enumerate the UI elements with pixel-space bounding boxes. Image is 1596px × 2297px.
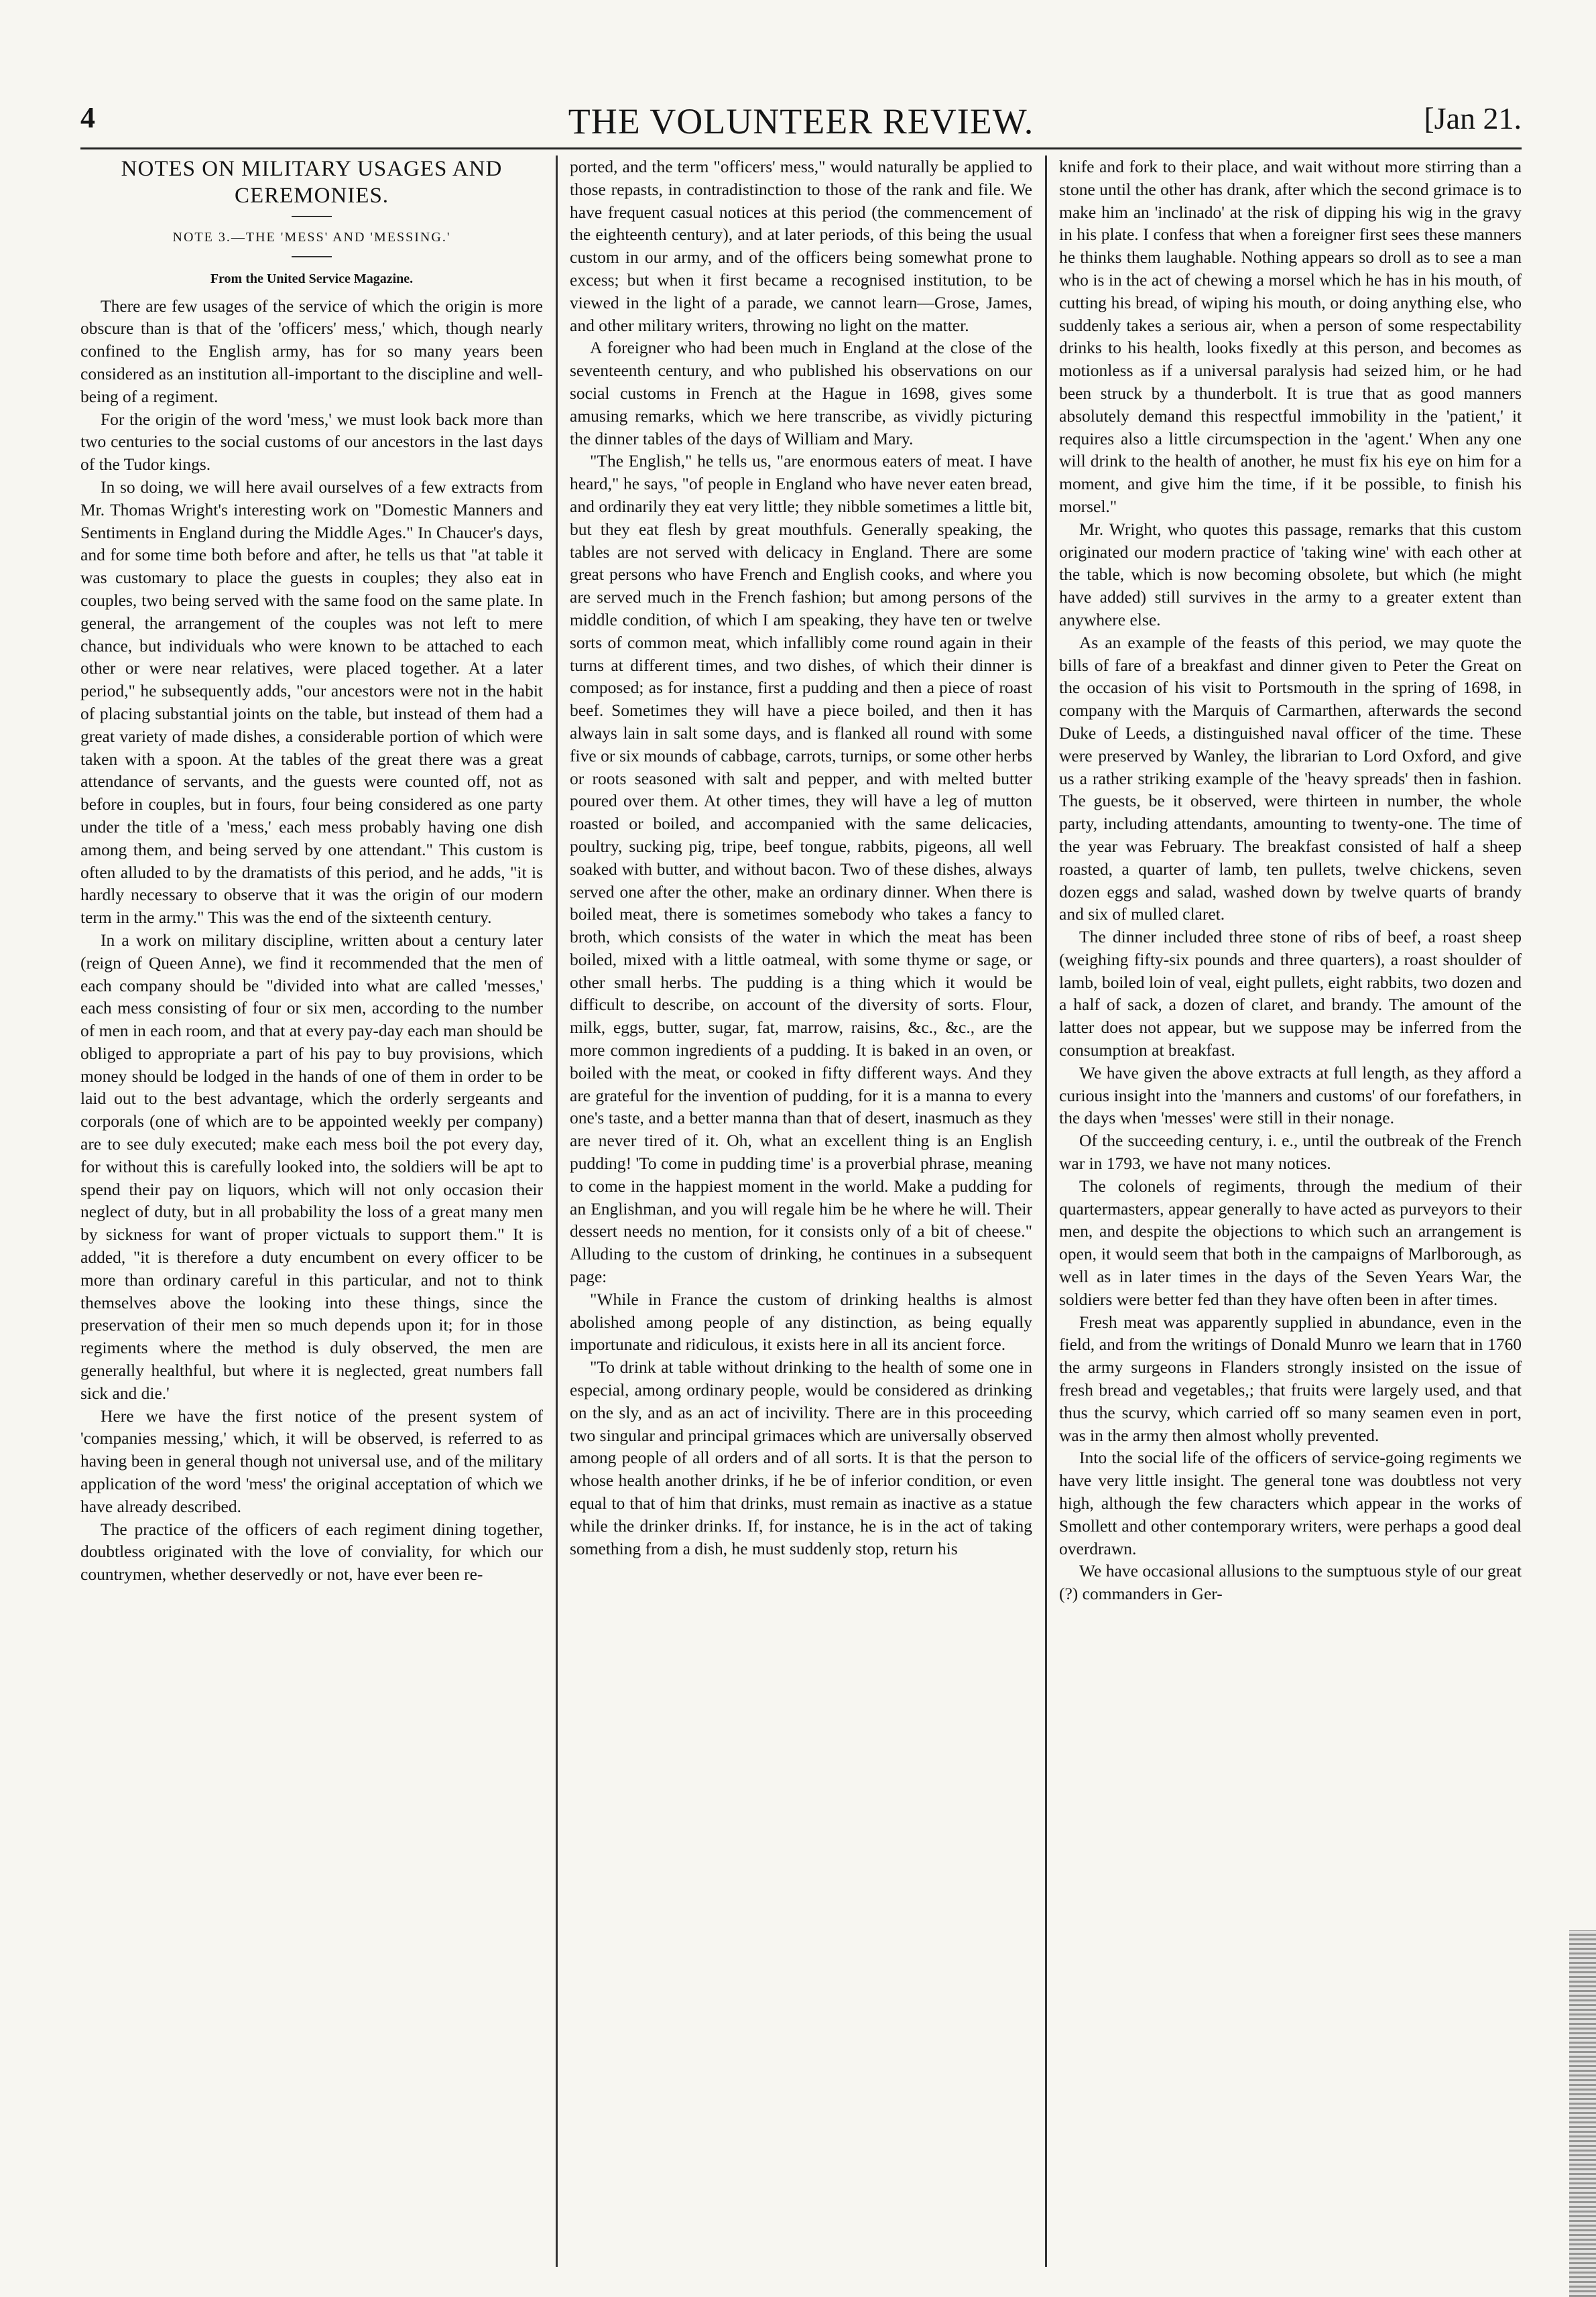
paragraph: We have occasional allusions to the sumptuous style of our great (?) commanders in Ger- (1059, 1561, 1522, 1604)
paragraph: Mr. Wright, who quotes this passage, remarks that this custom originated our modern practice of 'taking wine' with each other at the table, which is now becoming obsolete, but which (he might have added) still survives in the army to a greater extent than anywhere else. (1059, 519, 1522, 629)
paragraph: Here we have the first notice of the present system of 'companies messing,' which, it will be observed, is referred to as having been in general though not universal use, and of the military application of the word 'mess' the original acceptation of which we have already described. (80, 1406, 543, 1516)
paragraph: There are few usages of the service of which the origin is more obscure than is that of the 'officers' mess,' which, though nearly confined to the English army, has for so many years been considered as an institution all-important to the discipline and well-being of a regiment. (80, 296, 543, 406)
page-number: 4 (80, 101, 95, 134)
paragraph: ported, and the term "officers' mess," would naturally be applied to those repasts, in contradistinction to those of the rank and file. We have frequent casual notices at this period (the commencement of the eighteenth century), and at later periods, of this being the usual custom in our army, and of the officers being somewhat prone to excess; but when it first became a recognised institution, to be viewed in the light of a parade, we cannot learn—Grose, James, and other military writers, throwing no light on the matter. (570, 157, 1032, 335)
column-rule (1045, 156, 1047, 2267)
article-source: From the United Service Magazine. (210, 271, 414, 286)
newspaper-title: THE VOLUNTEER REVIEW. (568, 101, 1034, 141)
paragraph: As an example of the feasts of this period, we may quote the bills of fare of a breakfast and dinner given to Peter the Great on the occasion of his visit to Portsmouth in the spring of 1698, in company with the Marquis of Carmarthen, afterwards the second Duke of Leeds, a distinguished naval officer of the time. These were preserved by Wanley, the librarian to Lord Oxford, and give us a rather striking example of the 'heavy spreads' then in fashion. The guests, be it observed, were thirteen in number, the whole party, including attendants, amounting to twenty-one. The time of the year was February. The breakfast consisted of half a sheep roasted, a quarter of lamb, ten pullets, twelve chickens, seven dozen eggs and salad, washed down by twelve quarts of brandy and six of mulled claret. (1059, 632, 1522, 924)
paragraph: "To drink at table without drinking to the health of some one in especial, among ordinary people, would be considered as drinking on the sly, and as an act of incivility. There are in this proceeding two singular and principal grimaces which are universally observed among people of all orders and of all sorts. It is that the person to whose health another drinks, if he be of inferior condition, or even equal to that of him that drinks, must remain as inactive as a statue while the drinker drinks. If, for instance, he is in the act of taking something from a dish, he must suddenly stop, return his (570, 1357, 1032, 1558)
paragraph: The dinner included three stone of ribs of beef, a roast sheep (weighing fifty-six pounds and three quarters), a roast shoulder of lamb, boiled loin of veal, eight pullets, eight rabbits, two dozen and a half of sack, a dozen of claret, and brandy. The amount of the latter does not appear, but we suppose may be inferred from the consumption at breakfast. (1059, 927, 1522, 1060)
paragraph: For the origin of the word 'mess,' we must look back more than two centuries to the social customs of our ancestors in the last days of the Tudor kings. (80, 409, 543, 475)
heading-rule (292, 216, 332, 217)
issue-date: [Jan 21. (1424, 101, 1522, 135)
paragraph: Fresh meat was apparently supplied in abundance, even in the field, and from the writings of Donald Munro we learn that in 1760 the army surgeons in Flanders strongly insisted on the issue of fresh bread and vegetables,; that fruits were largely used, and that thus the scurvy, which carried off so many seamen even in port, was in the army then almost wholly prevented. (1059, 1312, 1522, 1445)
text-columns (80, 156, 1522, 2267)
paragraph: The colonels of regiments, through the medium of their quartermasters, appear generally to have acted as purveyors to their men, and despite the objections to which such an arrangement is open, it would seem that both in the campaigns of Marlborough, as well as in later times in the days of the Seven Years War, the soldiers were better fed than they have often been in after times. (1059, 1176, 1522, 1309)
page-edge-scan-artifact (1569, 1930, 1596, 2297)
column-3 (1059, 156, 1522, 2267)
paragraph: Into the social life of the officers of service-going regiments we have very little insight. The general tone was doubtless not very high, although the few characters which appear in the works of Smollett and other contemporary writers, were perhaps a good deal overdrawn. (1059, 1448, 1522, 1558)
paragraph: In so doing, we will here avail ourselves of a few extracts from Mr. Thomas Wright's interesting work on "Domestic Manners and Sentiments in England during the Middle Ages." In Chaucer's days, and for some time both before and after, he tells us that "at table it was customary to place the guests in couples; they also eat in couples, two being served with the same food on the same plate. In general, the arrangement of the couples was not left to mere chance, but individuals who were known to be attached to each other or were near relatives, were placed together. At a later period," he subsequently adds, "our ancestors were not in the habit of placing substantial joints on the table, but instead of them had a great variety of made dishes, a considerable portion of which were taken with a spoon. At the tables of the great there was a great attendance of servants, and the guests were counted off, not as before in couples, but in fours, four being considered as one party under the title of a 'mess,' each mess probably having one dish among them, and being served by one attendant." This custom is often alluded to by the dramatists of this period, and he adds, "it is hardly necessary to observe that it was the origin of our modern term in the army." This was the end of the sixteenth century. (80, 477, 543, 928)
paragraph: "While in France the custom of drinking healths is almost abolished among people of any distinction, as being equally importunate and ridiculous, it exists here in all its ancient force. (570, 1289, 1032, 1355)
column-1 (80, 156, 543, 2267)
article-heading: NOTES ON MILITARY USAGES AND CEREMONIES. (121, 157, 503, 208)
paragraph: A foreigner who had been much in England at the close of the seventeenth century, and who published his observations on our social customs in French at the Hague in 1698, gives some amusing remarks, which we here transcribe, as vividly picturing the dinner tables of the days of William and Mary. (570, 338, 1032, 448)
masthead (80, 101, 1522, 149)
paragraph: "The English," he tells us, "are enormous eaters of meat. I have heard," he says, "of people in England who have never eaten bread, and ordinarily they eat very little; they nibble sometimes a little bit, but they eat flesh by great mouthfuls. Generally speaking, the tables are not served with delicacy in England. There are some great persons who have French and English cooks, and where you are served much in the French fashion; but among persons of the middle condition, of which I am speaking, they have ten or twelve sorts of common meat, which infallibly come round again in their turns at different times, and two dishes, of which their dinner is composed; as for instance, first a pudding and then a piece of roast beef. Sometimes they will have a piece boiled, and then it has always lain in salt some days, and is flanked all round with some five or six mounds of cabbage, carrots, turnips, or some other herbs or roots seasoned with salt and pepper, and with melted butter poured over them. At other times, they will have a leg of mutton roasted or boiled, and accompanied with the same delicacies, poultry, sucking pig, tripe, beef tongue, rabbits, pigeons, all well soaked with butter, and without bacon. Two of these dishes, always served one after the other, make an ordinary dinner. When there is boiled meat, there is sometimes somebody who takes a fancy to broth, which consists of the water in which the meat has been boiled, mixed with a little oatmeal, with some thyme or sage, or other small herbs. The pudding is a thing which it would be difficult to describe, on account of the diversity of sorts. Flour, milk, eggs, butter, sugar, fat, marrow, raisins, &c., &c., are the more common ingredients of a pudding. It is baked in an oven, or boiled with the meat, or cooked in fifty different ways. And they are grateful for the invention of pudding, for it is a manna to every one's taste, and a better manna than that of desert, inasmuch as they are never tired of it. Oh, what an excellent thing is an English pudding! 'To come in pudding time' is a proverbial phrase, meaning to come in the happiest moment in the world. Make a pudding for an Englishman, and you will regale him be he where he will. Their dessert needs no mention, for it consists only of a bit of cheese." Alluding to the custom of drinking, he continues in a subsequent page: (570, 451, 1032, 1287)
paragraph: The practice of the officers of each regiment dining together, doubtless originated with the love of conviality, for which our countrymen, whether deservedly or not, have ever been re- (80, 1519, 543, 1585)
column-2 (570, 156, 1032, 2267)
paragraph: knife and fork to their place, and wait without more stirring than a stone until the other has drank, after which the second grimace is to make him an 'inclinado' at the risk of dipping his wig in the gravy in his plate. I confess that when a foreigner first sees these manners he thinks them laughable. Nothing appears so droll as to see a man who is in the act of chewing a morsel which he has in his mouth, of cutting his bread, of wiping his mouth, or doing anything else, who suddenly takes a serious air, when a person of some respectability drinks to his health, looks fixedly at this person, and becomes as motionless as if a universal paralysis had seized him, or he had been struck by a thunderbolt. It is true that as good manners absolutely demand this respectful immobility in the 'patient,' it requires also a little circumspection in the 'agent.' When any one will drink to the health of another, he must fix his eye on him for a moment, and give him the time, if it be possible, to finish his morsel." (1059, 157, 1522, 516)
paragraph: Of the succeeding century, i. e., until the outbreak of the French war in 1793, we have not many notices. (1059, 1131, 1522, 1174)
subheading-rule (292, 256, 332, 257)
column-rule (556, 156, 558, 2267)
article-subheading: NOTE 3.—THE 'MESS' AND 'MESSING.' (172, 230, 451, 245)
paragraph: We have given the above extracts at full length, as they afford a curious insight into the 'manners and customs' of our forefathers, in the days when 'messes' were still in their nonage. (1059, 1062, 1522, 1128)
newspaper-page (80, 101, 1522, 2279)
paragraph: In a work on military discipline, written about a century later (reign of Queen Anne), we find it recommended that the men of each company should be "divided into what are called 'messes,' each mess consisting of four or six men, according to the number of men in each room, and that at every pay-day each man should be obliged to appropriate a part of his pay to buy provisions, which money should be lodged in the hands of one of them in order to be laid out to the best advantage, which the orderly sergeants and corporals (one of which are to be appointed weekly per company) are to see duly executed; make each mess boil the pot every day, for without this is carefully looked into, the soldiers will be apt to spend their pay on liquors, which will not only occasion their neglect of duty, but in all probability the loss of a great many men by sickness for want of proper victuals to support them." It is added, "it is therefore a duty encumbent on every officer to be more than ordinary careful in this particular, and not to think themselves above the looking into these things, since the preservation of their men so much depends upon it; for in those regiments where the method is duly observed, the men are generally healthful, but where it is neglected, great numbers fall sick and die.' (80, 930, 543, 1403)
